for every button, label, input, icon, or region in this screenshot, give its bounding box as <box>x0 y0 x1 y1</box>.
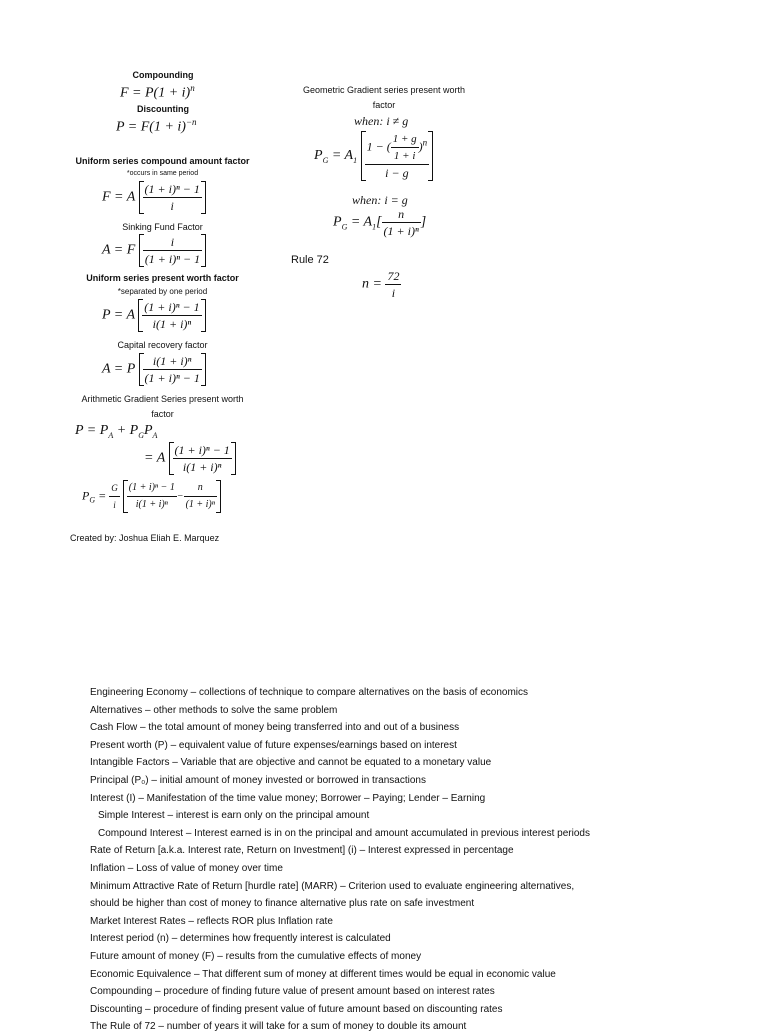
compounding-formula: $F = P(1 + i)^n$ <box>120 83 195 101</box>
crf-title: Capital recovery factor <box>117 340 208 350</box>
definition-item: Discounting – procedure of finding present value of future amount based on discounting rates <box>90 1003 503 1015</box>
ggspw-formula-i-equals-g: $P_G = A_1$[ $\frac{n}{\text{(1 + i)ⁿ}}$ ] <box>333 207 427 238</box>
definition-item: Minimum Attractive Rate of Return [hurdle rate] (MARR) – Criterion used to evaluate engineering alternatives, <box>90 880 575 892</box>
ggspw-title: Geometric Gradient series present worth <box>302 85 466 95</box>
definition-item: Interest (I) – Manifestation of the time value money; Borrower – Paying; Lender – Earning <box>90 792 486 804</box>
definition-item: The Rule of 72 – number of years it will take for a sum of money to double its amount <box>90 1021 467 1033</box>
rule72-formula: n = $\frac{72}{i}$ <box>362 269 400 300</box>
definition-item: Engineering Economy – collections of technique to compare alternatives on the basis of economics <box>90 687 529 698</box>
definition-item: Future amount of money (F) – results from the cumulative effects of money <box>90 950 422 962</box>
agspw-formula-sum: $P = P_A + P_GP_A$ <box>75 423 158 440</box>
uscaf-note: *occurs in same period <box>126 170 199 177</box>
uscaf-title: Uniform series compound amount factor <box>75 156 250 166</box>
sff-title: Sinking Fund Factor <box>122 222 203 232</box>
uspwf-title: Uniform series present worth factor <box>86 273 239 283</box>
agspw-formula-expanded: = A $\frac{\text{(1 + i)ⁿ − 1}}{\text{i(1 + i)ⁿ}}$ <box>144 442 236 475</box>
definition-item: Intangible Factors – Variable that are objective and cannot be equated to a monetary value <box>90 757 492 769</box>
pg-arithmetic-formula: $P_G$ = $\frac{G}{i}$ $\frac{\text{(1 + i)ⁿ − 1}}{\text{i(1 + i)ⁿ}}$ − $\frac{n}{\text{(1 + i)ⁿ}}$ <box>82 480 221 513</box>
agspw-title: Arithmetic Gradient Series present worth <box>81 394 244 404</box>
ggspw-title-factor: factor <box>372 100 396 110</box>
definition-item: Alternatives – other methods to solve the same problem <box>90 704 338 716</box>
definition-item: Cash Flow – the total amount of money being transferred into and out of a business <box>90 722 460 734</box>
definition-item: Economic Equivalence – That different sum of money at different times would be equal in economic value <box>90 968 556 980</box>
uspwf-formula: P = A $\frac{\text{(1 + i)ⁿ − 1}}{\text{i(1 + i)ⁿ}}$ <box>102 299 206 332</box>
compounding-title: Compounding <box>132 70 194 80</box>
ggspw-formula-i-not-g: $P_G = A_1$ 1 − ( $\frac{1 + g}{1 + i}$ )$^n$ i − g <box>314 131 433 181</box>
definition-item: Compound Interest – Interest earned is in on the principal and amount accumulated in previous interest periods <box>98 827 590 839</box>
sff-formula: A = F $\frac{i}{\text{(1 + i)ⁿ − 1}}$ <box>102 234 206 267</box>
definition-item: Principal (P₀) – initial amount of money invested or borrowed in transactions <box>90 774 426 786</box>
discounting-title: Discounting <box>137 104 189 114</box>
definition-item: Rate of Return [a.k.a. Interest rate, Return on Investment] (i) – Interest expressed in percentage <box>90 845 514 857</box>
agspw-title-factor: factor <box>151 409 174 419</box>
condition-i-equals-g: when: i = g <box>352 193 408 207</box>
definition-item: Present worth (P) – equivalent value of future expenses/earnings based on interest <box>90 739 457 751</box>
uscaf-formula: F = A $\frac{\text{(1 + i)ⁿ − 1}}{i}$ <box>102 181 206 214</box>
crf-formula: A = P $\frac{\text{i(1 + i)ⁿ}}{\text{(1 + i)ⁿ − 1}}$ <box>102 353 206 386</box>
definitions-list <box>90 684 590 1036</box>
created-by: Created by: Joshua Eliah E. Marquez <box>70 533 220 543</box>
definition-item: Compounding – procedure of finding future value of present amount based on interest rates <box>90 986 495 998</box>
definition-item: Simple Interest – interest is earn only on the principal amount <box>98 810 370 822</box>
uspwf-note: *separated by one period <box>117 287 208 296</box>
definition-item: Inflation – Loss of value of money over time <box>90 862 283 874</box>
definition-item: should be higher than cost of money to finance alternative plus rate on safe investment <box>90 898 475 910</box>
discounting-formula: $P = F(1 + i)^{-n}$ <box>116 117 197 135</box>
definition-item: Market Interest Rates – reflects ROR plus Inflation rate <box>90 915 333 927</box>
definition-item: Interest period (n) – determines how frequently interest is calculated <box>90 933 391 945</box>
rule72-title: Rule 72 <box>291 254 329 266</box>
condition-i-not-g: when: i ≠ g <box>354 114 409 128</box>
